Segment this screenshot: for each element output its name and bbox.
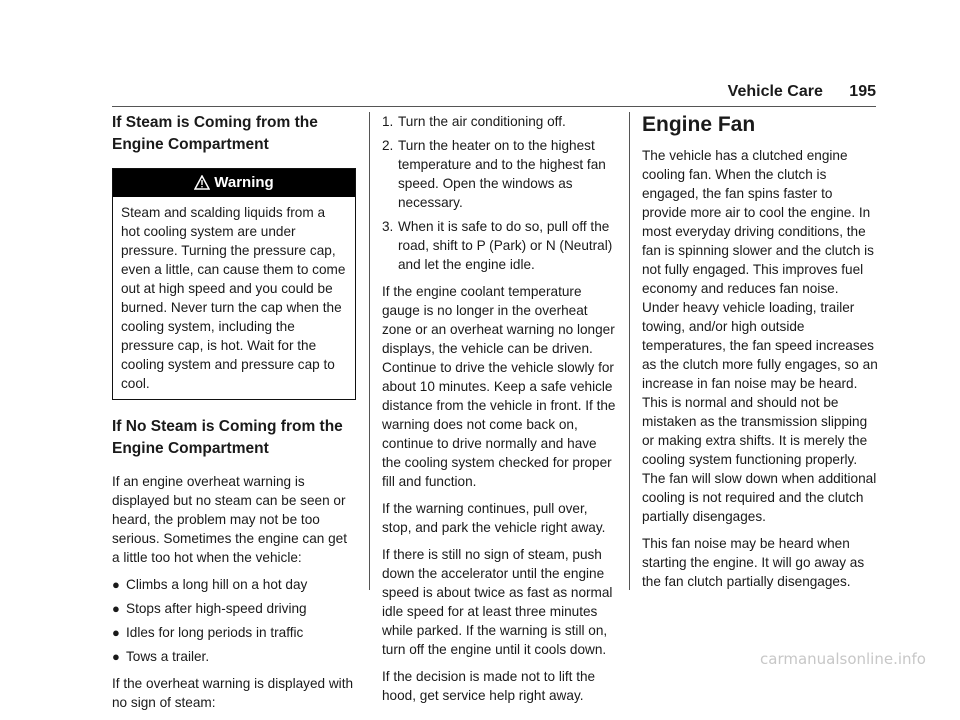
warning-title: Warning	[214, 174, 274, 191]
list-item: ● Idles for long periods in traffic	[112, 625, 304, 640]
heading-steam-coming: If Steam is Coming from the Engine Compartment	[112, 114, 318, 153]
column-2	[382, 112, 618, 713]
bullet-icon: ●	[112, 625, 120, 640]
bullet-icon: ●	[112, 601, 120, 616]
page-header	[728, 83, 876, 101]
list-item: ● Climbs a long hill on a hot day	[112, 577, 308, 592]
watermark: carmanualsonline.info	[760, 650, 926, 668]
list-item: ● Stops after high-speed driving	[112, 601, 307, 616]
section-title: Vehicle Care	[727, 83, 823, 100]
paragraph: If the warning continues, pull over, stop, and park the vehicle right away.	[382, 501, 606, 535]
steps-list	[382, 112, 618, 274]
list-item: 3. When it is safe to do so, pull off the road, shift to P (Park) or N (Neutral) and let the engine idle.	[382, 219, 613, 272]
paragraph: If an engine overheat warning is displayed but no steam can be seen or heard, the problem may not be too serious. Sometimes the engine can get a little too hot when the vehicle:	[112, 474, 348, 565]
list-item: ● Tows a trailer.	[112, 649, 210, 664]
paragraph: If the decision is made not to lift the hood, get service help right away.	[382, 669, 596, 703]
paragraph: The vehicle has a clutched engine cooling fan. When the clutch is engaged, the fan spins faster to provide more air to cool the engine. In most everyday driving conditions, the fan is spinning slower and the clutch is not fully engaged. This improves fuel economy and reduces fan noise. Under heavy vehicle loading, trailer towing, and/or high outside temperatures, the fan speed increases as the clutch more fully engages, so an increase in fan noise may be heard. This is normal and should not be mistaken as the transmission slipping or making extra shifts. It is merely the cooling system functioning properly. The fan will slow down when additional cooling is not required and the clutch partially disengages.	[642, 148, 878, 524]
paragraph: This fan noise may be heard when starting the engine. It will go away as the fan clutch partially disengages.	[642, 536, 865, 589]
page-number: 195	[849, 83, 876, 100]
paragraph: If there is still no sign of steam, push down the accelerator until the engine speed is about twice as fast as normal idle speed for at least three minutes while parked. If the warning is still on, turn off the engine until it cools down.	[382, 547, 613, 657]
bullet-list	[112, 575, 356, 666]
heading-no-steam: If No Steam is Coming from the Engine Compartment	[112, 418, 343, 457]
header-rule	[112, 106, 876, 107]
column-3	[642, 112, 878, 599]
warning-box	[112, 168, 356, 400]
paragraph: If the engine coolant temperature gauge is no longer in the overheat zone or an overheat warning no longer displays, the vehicle can be driven. Continue to drive the vehicle slowly for about 10 minutes. Keep a safe vehicle distance from the vehicle in front. If the warning does not come back on, continue to drive normally and have the cooling system checked for proper fill and function.	[382, 284, 616, 489]
bullet-icon: ●	[112, 577, 120, 592]
warning-body: Steam and scalding liquids from a hot cooling system are under pressure. Turning the pressure cap, even a little, can cause them to come out at high speed and you could be burned. Never turn the cap when the cooling system, including the pressure cap, is hot. Wait for the cooling system and pressure cap to cool.	[121, 205, 346, 391]
paragraph: If the overheat warning is displayed with no sign of steam:	[112, 676, 354, 710]
bullet-icon: ●	[112, 649, 120, 664]
list-item: 2. Turn the heater on to the highest temperature and to the highest fan speed. Open the windows as necessary.	[382, 138, 606, 210]
column-1	[112, 112, 356, 720]
heading-engine-fan: Engine Fan	[642, 113, 756, 136]
column-divider-2	[629, 112, 630, 590]
list-item: 1. Turn the air conditioning off.	[382, 114, 566, 129]
warning-header	[113, 169, 355, 197]
column-divider-1	[369, 112, 370, 590]
warning-triangle-icon	[194, 175, 210, 190]
